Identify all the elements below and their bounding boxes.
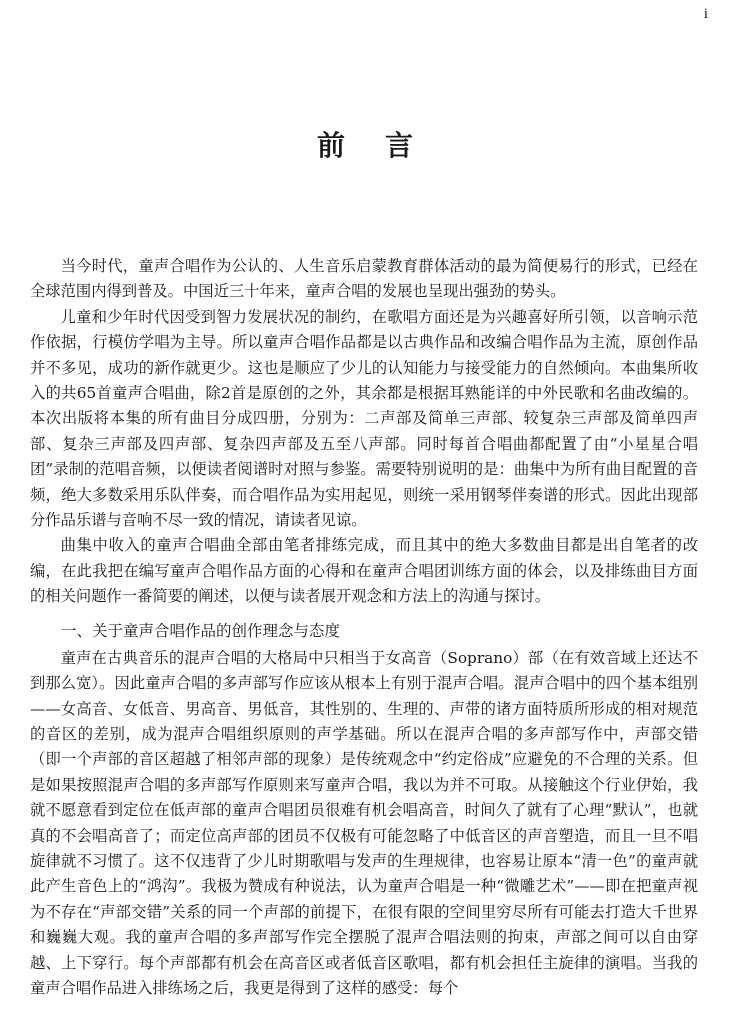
paragraph-purpose: 曲集中收入的童声合唱曲全部由笔者排练完成，而且其中的绝大多数曲目都是出自笔者的改编，在此我把在编写童声合唱作品方面的心得和在童声合唱团训练方面的体会，以及排练曲目方面的相关问题作一番简要的阐述，以便与读者展开观念和方法上的沟通与探讨。 xyxy=(30,536,698,606)
page-title: 前言 xyxy=(316,129,453,162)
paragraph-intro: 当今时代，童声合唱作为公认的、人生音乐启蒙教育群体活动的最为简便易行的形式，已经在全球范围内得到普及。中国近三十年来，童声合唱的发展也呈现出强劲的势头。 xyxy=(30,257,698,301)
body-text xyxy=(30,254,698,1001)
page-number: i xyxy=(703,6,708,22)
paragraph-background: 儿童和少年时代因受到智力发展状况的制约，在歌唱方面还是为兴趣喜好所引领，以音响示范作依据，行模仿学唱为主导。所以童声合唱作品都是以古典作品和改编合唱作品为主流，原创作品并不多见，成功的新作就更少。这也是顺应了少儿的认知能力与接受能力的自然倾向。本曲集所收入的共65首童声合唱曲，除2首是原创的之外，其余都是根据耳熟能详的中外民歌和名曲改编的。本次出版将本集的所有曲目分成四册，分别为：二声部及简单三声部、较复杂三声部及简单四声部、复杂三声部及四声部、复杂四声部及五至八声部。同时每首合唱曲都配置了由“小星星合唱团”录制的范唱音频，以便读者阅谱时对照与参鉴。需要特别说明的是：曲集中为所有曲目配置的音频，绝大多数采用乐队伴奏，而合唱作品为实用起见，则统一采用钢琴伴奏谱的形式。因此出现部分作品乐谱与音响不尽一致的情况，请读者见谅。 xyxy=(30,307,698,530)
section-paragraph: 童声在古典音乐的混声合唱的大格局中只相当于女高音（Soprano）部（在有效音域上还达不到那么宽）。因此童声合唱的多声部写作应该从根本上有别于混声合唱。混声合唱中的四个基本组别——女高音、女低音、男高音、男低音，其性别的、生理的、声带的诸方面特质所形成的相对规范的音区的差别，成为混声合唱组织原则的声学基础。所以在混声合唱的多声部写作中，声部交错（即一个声部的音区超越了相邻声部的现象）是传统观念中“约定俗成”应避免的不合理的关系。但是如果按照混声合唱的多声部写作原则来写童声合唱，我以为并不可取。从接触这个行业伊始，我就不愿意看到定位在低声部的童声合唱团员很难有机会唱高音，时间久了就有了心理“默认”，也就真的不会唱高音了；而定位高声部的团员不仅极有可能忽略了中低音区的声音塑造，而且一旦不唱旋律就不习惯了。这不仅违背了少儿时期歌唱与发声的生理规律，也容易让原本“清一色”的童声就此产生音色上的“鸿沟”。我极为赞成有种说法，认为童声合唱是一种“微雕艺术”——即在把童声视为不存在“声部交错”关系的同一个声部的前提下，在很有限的空间里穷尽所有可能去打造大千世界和巍巍大观。我的童声合唱的多声部写作完全摆脱了混声合唱法则的拘束，声部之间可以自由穿越、上下穿行。每个声部都有机会在高音区或者低音区歌唱，都有机会担任主旋律的演唱。当我的童声合唱作品进入排练场之后，我更是得到了这样的感受：每个 xyxy=(30,648,698,997)
section-heading: 一、关于童声合唱作品的创作理念与态度 xyxy=(61,621,341,640)
